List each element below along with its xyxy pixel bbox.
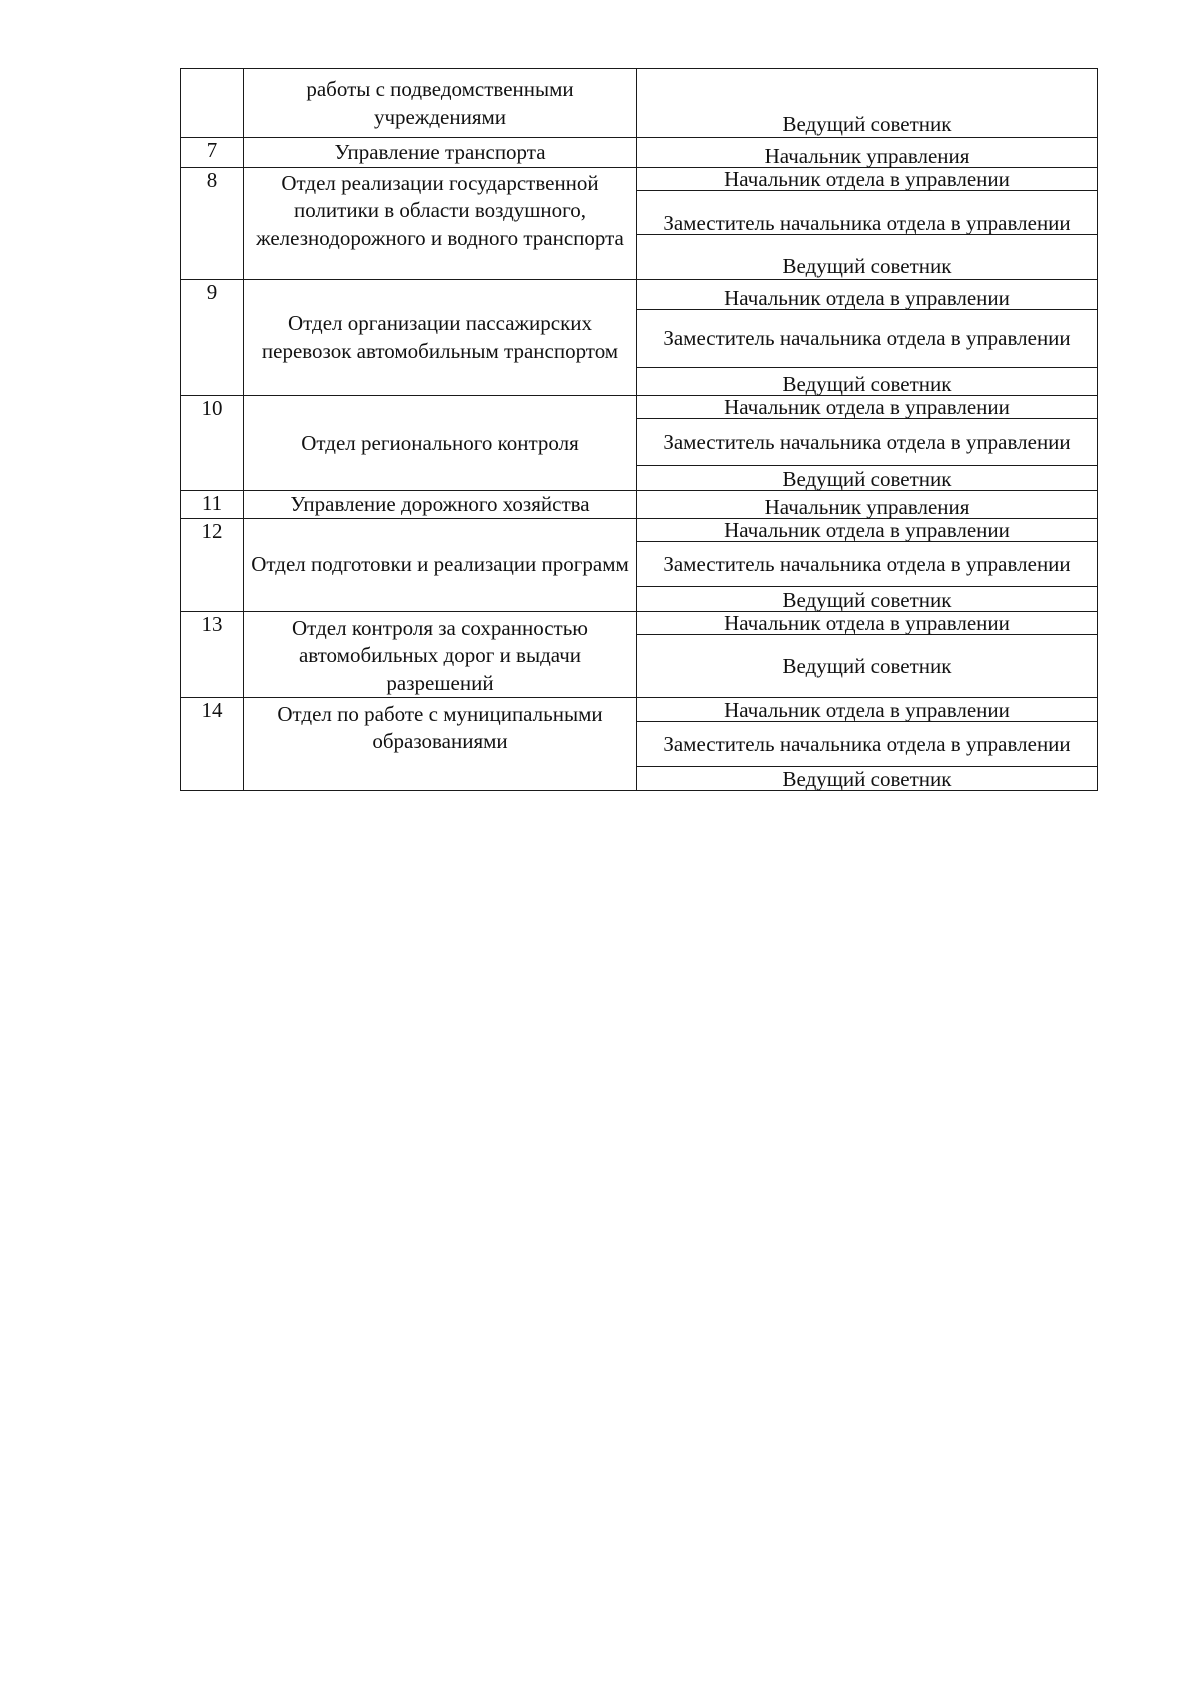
- position-name: Заместитель начальника отдела в управлении: [637, 419, 1098, 466]
- row-number: 10: [181, 396, 244, 491]
- position-name: Ведущий советник: [637, 69, 1098, 138]
- row-number: 7: [181, 138, 244, 168]
- row-number: 13: [181, 612, 244, 698]
- position-name: Начальник отдела в управлении: [637, 396, 1098, 419]
- position-name: Заместитель начальника отдела в управлении: [637, 722, 1098, 767]
- position-name: Начальник отдела в управлении: [637, 698, 1098, 722]
- position-name: Заместитель начальника отдела в управлении: [637, 542, 1098, 587]
- position-name: Заместитель начальника отдела в управлении: [637, 310, 1098, 368]
- row-number: [181, 69, 244, 138]
- row-number: 8: [181, 168, 244, 280]
- position-name: Заместитель начальника отдела в управлении: [637, 191, 1098, 235]
- department-name: работы с подведомственными учреждениями: [244, 69, 637, 138]
- department-name: Отдел регионального контроля: [244, 396, 637, 491]
- position-name: Ведущий советник: [637, 767, 1098, 791]
- row-number: 12: [181, 519, 244, 612]
- department-name: Отдел реализации государственной политики в области воздушного, железнодорожного и водного транспорта: [244, 168, 637, 280]
- staff-positions-table: [180, 68, 1098, 791]
- row-number: 9: [181, 280, 244, 396]
- position-name: Начальник отдела в управлении: [637, 612, 1098, 635]
- table-row: [181, 491, 1098, 519]
- position-name: Ведущий советник: [637, 587, 1098, 612]
- department-name: Управление транспорта: [244, 138, 637, 168]
- position-name: Ведущий советник: [637, 635, 1098, 698]
- position-name: Начальник отдела в управлении: [637, 519, 1098, 542]
- table-row: [181, 519, 1098, 542]
- row-number: 11: [181, 491, 244, 519]
- position-name: Начальник управления: [637, 491, 1098, 519]
- department-name: Отдел контроля за сохранностью автомобильных дорог и выдачи разрешений: [244, 612, 637, 698]
- position-name: Начальник управления: [637, 138, 1098, 168]
- table-row: [181, 698, 1098, 722]
- position-name: Начальник отдела в управлении: [637, 168, 1098, 191]
- table-row: [181, 168, 1098, 191]
- table-row: [181, 138, 1098, 168]
- table-row: [181, 280, 1098, 310]
- department-name: Отдел организации пассажирских перевозок автомобильным транспортом: [244, 280, 637, 396]
- department-name: Отдел подготовки и реализации программ: [244, 519, 637, 612]
- table-row-continuation: [181, 69, 1098, 138]
- row-number: 14: [181, 698, 244, 791]
- department-name: Отдел по работе с муниципальными образованиями: [244, 698, 637, 791]
- position-name: Ведущий советник: [637, 368, 1098, 396]
- table-row: [181, 396, 1098, 419]
- position-name: Ведущий советник: [637, 466, 1098, 491]
- position-name: Начальник отдела в управлении: [637, 280, 1098, 310]
- table-row: [181, 612, 1098, 635]
- position-name: Ведущий советник: [637, 235, 1098, 280]
- department-name: Управление дорожного хозяйства: [244, 491, 637, 519]
